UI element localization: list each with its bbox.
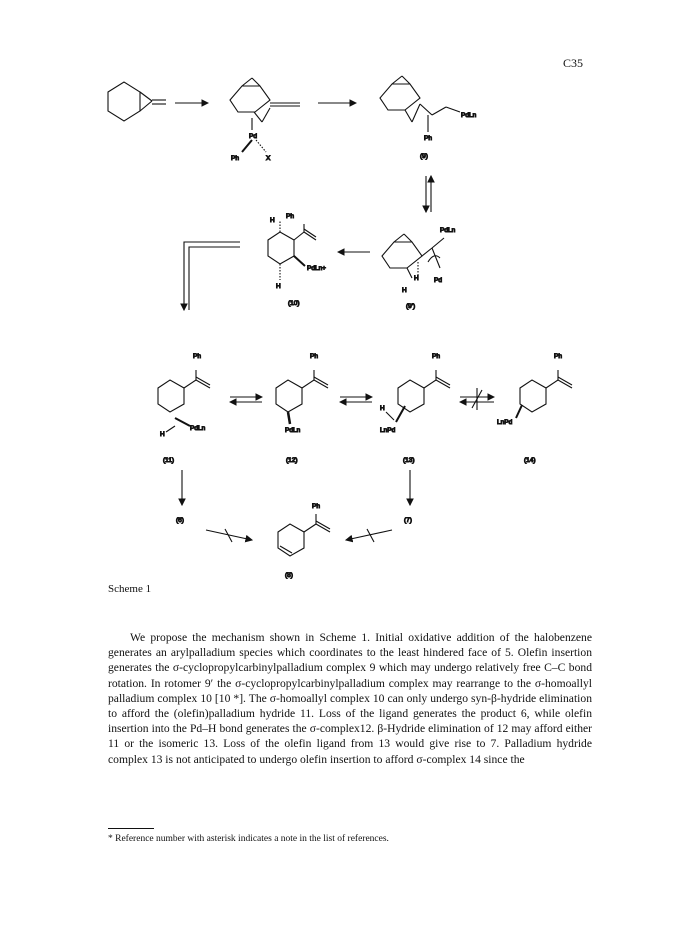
- compound-10-label: (10): [288, 300, 300, 307]
- pd-pi-complex: [230, 78, 300, 152]
- lnpd-label-13: LnPd: [380, 427, 396, 434]
- complex-11-structure: [158, 370, 210, 432]
- pdln-label-9prime: PdLn: [440, 227, 456, 234]
- ph-label-12: Ph: [310, 353, 318, 360]
- h-label-11: H: [160, 431, 165, 438]
- body-text: [108, 630, 592, 767]
- ph-label-11: Ph: [193, 353, 201, 360]
- pdln-label-11: PdLn: [190, 425, 206, 432]
- complex-13-structure: [386, 370, 450, 422]
- complex-9prime-structure: [382, 234, 444, 278]
- compound-9-label: (9): [420, 153, 428, 160]
- ph-label-14: Ph: [554, 353, 562, 360]
- lnpd-label-14: LnPd: [497, 419, 513, 426]
- h-label-9prime-b: H: [402, 287, 407, 294]
- scheme-caption: Scheme 1: [108, 583, 152, 595]
- pd-label-9prime: Pd: [434, 277, 442, 284]
- h-label-10-top: H: [270, 217, 275, 224]
- h-label-9prime: H: [414, 275, 419, 282]
- compound-7-label: (7): [404, 517, 412, 524]
- ph-label-8: Ph: [312, 503, 320, 510]
- complex-14-structure: [516, 370, 572, 418]
- footnote-rule: [108, 828, 154, 829]
- compound-8-label: (8): [285, 572, 293, 579]
- pdln-label-9: PdLn: [461, 112, 477, 119]
- pd-label: Pd: [249, 133, 257, 140]
- compound-6-label: (6): [176, 517, 184, 524]
- ph-label: Ph: [231, 155, 239, 162]
- complex-9-structure: [380, 76, 460, 132]
- ph-label-10: Ph: [286, 213, 294, 220]
- compound-11-label: (11): [163, 457, 175, 464]
- compound-13-label: (13): [403, 457, 415, 464]
- pdln-plus-label-10: PdLn+: [307, 265, 326, 272]
- footnote: * Reference number with asterisk indicates a note in the list of references.: [108, 834, 389, 844]
- starting-bicyclic-alkene: [108, 82, 166, 121]
- x-label: X: [266, 155, 271, 162]
- compound-8-structure: [278, 514, 330, 556]
- page-number: C35: [563, 56, 584, 70]
- ph-label-9: Ph: [424, 135, 432, 142]
- compound-14-label: (14): [524, 457, 536, 464]
- pdln-label-12: PdLn: [285, 427, 301, 434]
- compound-12-label: (12): [286, 457, 298, 464]
- h-label-10-bottom: H: [276, 283, 281, 290]
- body-paragraph: We propose the mechanism shown in Scheme 1. Initial oxidative addition of the halobenzene generates an arylpalladium species which coordinates to the least hindered face of 5. Olefin insertion generates the σ-cyclopropylcarbinylpalladium complex 9 which may undergo relatively free C–C bond rotation. In rotomer 9′ the σ-cyclopropylcarbinylpalladium complex may rearrange to the σ-homoallyl palladium complex 10 [10 *]. The σ-homoallyl complex 10 can only undergo syn-β-hydride elimination to afford the (olefin)palladium hydride 11. Loss of the ligand generates the product 6, while olefin insertion into the Pd–H bond generates the σ-complex12. β-Hydride elimination of 12 may afford either 11 or the isomeric 13. Loss of the olefin ligand from 13 would give rise to 7. Palladium hydride complex 13 is not anticipated to undergo olefin insertion to afford σ-complex 14 since the: [108, 631, 592, 766]
- arrow-10-to-11: [184, 242, 240, 310]
- compound-9prime-label: (9'): [406, 303, 416, 310]
- complex-12-structure: [276, 370, 328, 424]
- ph-label-13: Ph: [432, 353, 440, 360]
- h-label-13: H: [380, 405, 385, 412]
